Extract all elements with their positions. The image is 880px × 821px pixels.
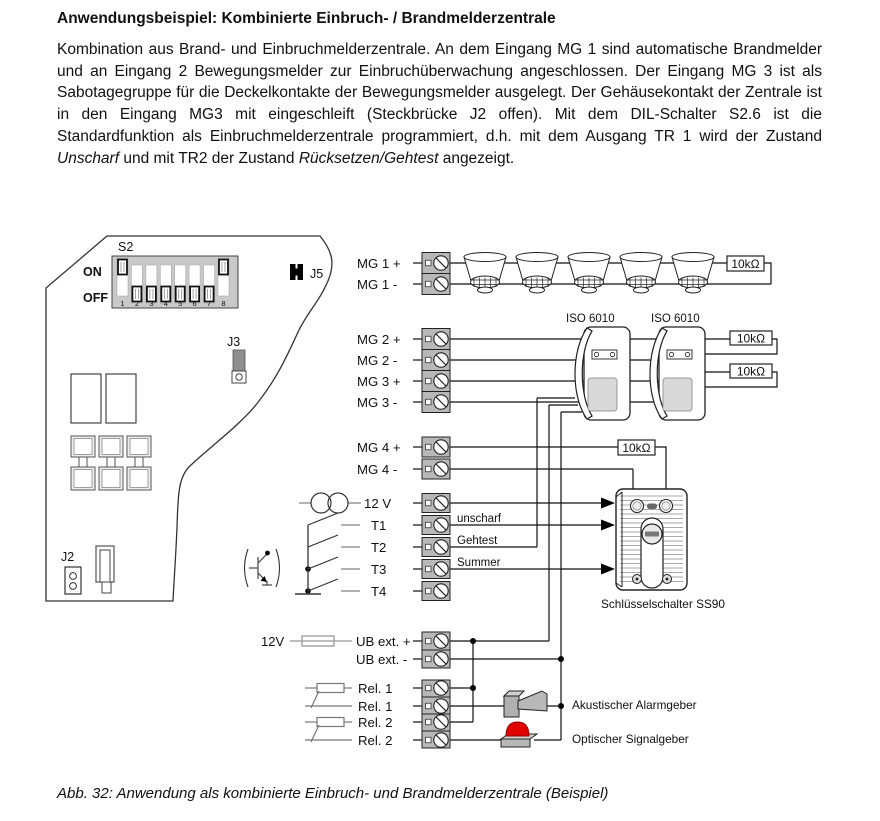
terminal-label-rel2: Rel. 2 [358, 714, 393, 730]
terminal-label-mg4: MG 4 - [357, 461, 398, 477]
terminal-row-mg4-7 [357, 459, 450, 479]
dip-switch-pos-4 [160, 265, 171, 308]
dip-switch-pos-5 [175, 265, 186, 308]
iso-label-2: ISO 6010 [651, 313, 700, 325]
resistor-value: 10kΩ [736, 331, 766, 346]
resistor-value: 10kΩ [622, 441, 651, 455]
terminal-label-t4: T4 [371, 583, 387, 599]
terminal-row-rel2-17 [358, 714, 450, 731]
key-switch-arrows [601, 498, 615, 575]
terminal-label-t3: T3 [371, 561, 387, 577]
terminal-row-mg2-3 [357, 350, 450, 371]
dip-number: 4 [163, 299, 168, 308]
transformer-symbol [299, 493, 361, 513]
signal-label-gehtest: Gehtest [457, 535, 498, 547]
terminal-label-rel2: Rel. 2 [358, 732, 393, 748]
motion-detector-iso6010 [575, 327, 630, 420]
acoustic-alarm-label: Akustischer Alarmgeber [572, 698, 697, 712]
dip-switch-pos-3 [146, 265, 157, 308]
paragraph-segment: Rücksetzen/Gehtest [298, 149, 439, 167]
dip-number: 6 [192, 299, 197, 308]
resistor-mg4 [618, 440, 655, 455]
jumper-j3-label: J3 [227, 335, 241, 349]
key-switch-led-mid [647, 504, 657, 510]
terminal-label-mg3: MG 3 + [357, 373, 401, 389]
terminal-row-t2-10 [371, 538, 450, 557]
dip-switch-pos-7 [204, 265, 215, 308]
terminal-row-rel1-16 [358, 697, 450, 714]
terminal-label-mg2: MG 2 + [357, 331, 401, 347]
resistor-mg2 [730, 331, 772, 346]
figure-caption: Abb. 32: Anwendung als kombinierte Einbruch- und Brandmelderzentrale (Beispiel) [57, 785, 609, 802]
signal-label-unscharf: unscharf [457, 513, 502, 525]
dip-off-label: OFF [83, 291, 108, 305]
key-switch-label: Schlüsselschalter SS90 [601, 597, 725, 611]
terminal-label-t1: T1 [371, 517, 387, 533]
terminal-row-ubext-14 [356, 650, 450, 668]
smoke-detector [620, 253, 662, 294]
smoke-detector [516, 253, 558, 294]
terminal-label-rel1: Rel. 1 [358, 680, 393, 696]
optical-strobe [501, 722, 537, 747]
terminal-label-ubext: UB ext. + [356, 633, 411, 649]
terminal-row-rel1-15 [358, 680, 450, 697]
dip-switch-label: S2 [118, 240, 134, 254]
board-connector-pairs [71, 436, 151, 490]
terminal-label-12v: 12 V [364, 495, 392, 511]
external-supply-label: 12V [261, 634, 285, 649]
strobe-dome [506, 722, 529, 736]
paragraph-segment: angezeigt. [438, 149, 515, 167]
smoke-detector [568, 253, 610, 294]
dip-switch-pos-2 [131, 265, 142, 308]
transistor-symbol [245, 549, 280, 587]
terminal-row-mg4-6 [357, 437, 450, 457]
terminal-row-mg1-1 [357, 274, 450, 295]
terminal-label-mg1: MG 1 + [357, 255, 401, 271]
dip-number: 2 [134, 299, 139, 308]
terminal-row-mg1-0 [357, 253, 450, 274]
terminal-label-mg1: MG 1 - [357, 276, 398, 292]
relay1-symbol [305, 684, 352, 709]
terminal-label-ubext: UB ext. - [356, 651, 408, 667]
dip-number: 3 [149, 299, 154, 308]
terminal-label-mg3: MG 3 - [357, 394, 398, 410]
external-supply-fuse [290, 636, 352, 646]
signal-label-summer: Summer [457, 557, 501, 569]
iso-label-1: ISO 6010 [566, 313, 615, 325]
dip-number: 7 [207, 299, 212, 308]
dip-number: 1 [120, 299, 125, 308]
terminal-row-12v-8 [364, 494, 450, 513]
dip-switch-pos-6 [189, 265, 200, 308]
switch-symbols [295, 513, 360, 594]
terminal-label-t2: T2 [371, 539, 387, 555]
key-switch-ss90 [616, 489, 687, 590]
terminal-row-mg3-4 [357, 371, 450, 392]
smoke-detector [464, 253, 506, 294]
dip-number: 8 [221, 299, 226, 308]
resistor-value: 10kΩ [731, 257, 760, 271]
resistor-mg3 [730, 364, 772, 379]
paragraph-segment: Unscharf [57, 149, 120, 167]
optical-strobe-label: Optischer Signalgeber [572, 732, 689, 746]
dip-on-label: ON [83, 265, 102, 279]
smoke-detector [672, 253, 714, 294]
resistor-value: 10kΩ [736, 364, 766, 379]
page-title: Anwendungsbeispiel: Kombinierte Einbruch- / Brandmelderzentrale [57, 10, 556, 27]
terminal-row-ubext-13 [356, 632, 450, 650]
terminal-label-mg2: MG 2 - [357, 352, 398, 368]
acoustic-alarm-horn [504, 691, 547, 717]
terminal-row-t1-9 [371, 516, 450, 535]
terminal-row-rel2-18 [358, 731, 450, 748]
jumper-j2-label: J2 [61, 550, 75, 564]
jumper-j5-label: J5 [310, 267, 324, 281]
dip-number: 5 [178, 299, 183, 308]
resistor-mg1 [727, 256, 764, 271]
terminal-row-mg3-5 [357, 392, 450, 413]
paragraph-segment: und mit TR2 der Zustand [119, 149, 299, 167]
motion-detector-iso6010 [650, 327, 705, 420]
terminal-row-t4-12 [371, 582, 450, 601]
paragraph-segment: Kombination aus Brand- und Einbruchmelderzentrale. An dem Eingang MG 1 sind automatische Brandmelder und an Eingang 2 Bewegungsmelder zur Einbruchüberwachung angeschlossen. Der Eingang MG 3 ist als Sabotagegruppe für die Deckelkontakte der Bewegungsmelder ausgelegt. Der Gehäusekontakt der Zentrale ist in den Eingang MG3 mit eingeschleift (Steckbrücke J2 offen). Mit dem DIL-Schalter S2.6 ist die Standardfunktion als Einbruchmelderzentrale programmiert, d.h. mit dem Ausgang TR 1 wird der Zustand [57, 41, 822, 145]
terminal-row-t3-11 [371, 560, 450, 579]
terminal-label-mg4: MG 4 + [357, 439, 401, 455]
terminal-label-rel1: Rel. 1 [358, 698, 393, 714]
terminal-row-mg2-2 [357, 329, 450, 350]
relay2-symbol [305, 718, 352, 743]
terminal-blocks [356, 253, 450, 749]
